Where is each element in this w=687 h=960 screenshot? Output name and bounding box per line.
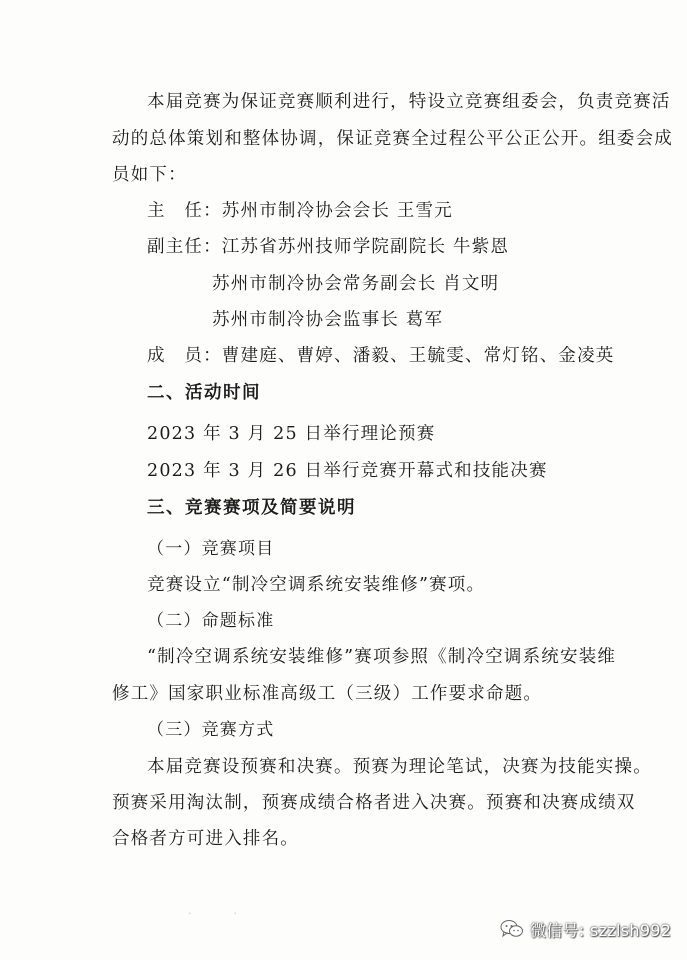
section-2-heading: 二、活动时间 <box>147 383 261 403</box>
subsection-3-text-line-2: 预赛采用淘汰制，预赛成绩合格者进入决赛。预赛和决赛成绩双 <box>112 793 636 813</box>
faint-print-marks: · · <box>188 907 243 920</box>
committee-vice-chair-1: 副主任：江苏省苏州技师学院副院长 牛紫恩 <box>147 237 510 257</box>
subsection-3-heading: （三）竞赛方式 <box>147 720 275 740</box>
watermark-text: 微信号: szzlsh992 <box>530 920 672 940</box>
subsection-3-text-line-1: 本届竞赛设预赛和决赛。预赛为理论笔试，决赛为技能实操。 <box>147 757 652 777</box>
subsection-2-text-line-2: 修工》国家职业标准高级工（三级）工作要求命题。 <box>112 684 543 704</box>
subsection-2-heading: （二）命题标准 <box>147 611 275 631</box>
committee-vice-chair-2: 苏州市制冷协会常务副会长 肖文明 <box>212 274 500 294</box>
schedule-item-2: 2023 年 3 月 26 日举行竞赛开幕式和技能决赛 <box>147 461 548 481</box>
subsection-3-text-line-3: 合格者方可进入排名。 <box>112 829 299 849</box>
section-3-heading: 三、竞赛赛项及简要说明 <box>147 498 356 518</box>
wechat-watermark <box>500 916 680 942</box>
committee-chair: 主 任：苏州市制冷协会会长 王雪元 <box>147 201 453 221</box>
subsection-1-text: 竞赛设立“制冷空调系统安装维修”赛项。 <box>147 575 486 595</box>
wechat-icon <box>500 919 524 939</box>
schedule-item-1: 2023 年 3 月 25 日举行理论预赛 <box>147 424 436 444</box>
intro-line-3: 员如下： <box>112 165 187 185</box>
subsection-2-text-line-1: “制冷空调系统安装维修”赛项参照《制冷空调系统安装维 <box>147 647 617 667</box>
committee-vice-chair-3: 苏州市制冷协会监事长 葛军 <box>212 310 444 330</box>
subsection-1-heading: （一）竞赛项目 <box>147 539 275 559</box>
intro-line-1: 本届竞赛为保证竞赛顺利进行，特设立竞赛组委会，负责竞赛活 <box>147 92 671 112</box>
committee-members: 成 员：曹建庭、曹婷、潘毅、王毓雯、常灯铭、金凌英 <box>147 346 615 366</box>
intro-line-2: 动的总体策划和整体协调，保证竞赛全过程公平公正公开。组委会成 <box>112 129 673 149</box>
